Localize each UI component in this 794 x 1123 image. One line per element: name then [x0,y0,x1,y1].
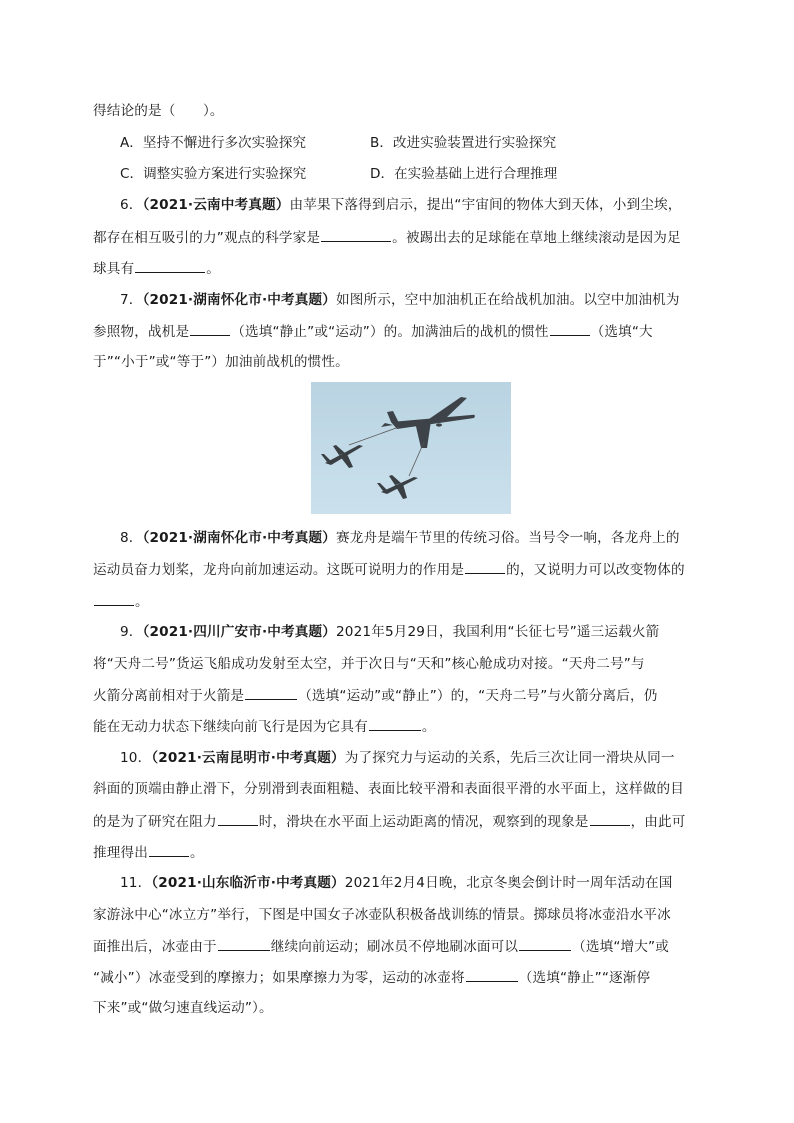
q9-line-3 [93,685,657,706]
fighter-jet [321,445,363,468]
q6-text: 球具有 [93,261,135,277]
q8-line-3 [93,591,149,612]
answer-blank[interactable] [369,716,421,731]
q7-text: 参照物，战机是 [93,324,190,340]
answer-blank[interactable] [590,811,630,826]
q9-text: 2021年5月29日，我国利用“长征七号”遥三运载火箭 [336,624,660,640]
q10-text: 推理得出 [93,845,148,861]
q10-text: ，由此可 [630,814,686,830]
q6-line-2 [93,227,681,248]
q7-text: （选填“静止”或“运动”）的。加满油后的战机的惯性 [231,324,549,340]
q9-line-1 [120,622,659,642]
q7-source: （2021·湖南怀化市·中考真题） [142,292,336,308]
answer-blank[interactable] [466,967,518,982]
q7-number: 7． [120,292,143,308]
fighter-jet [377,475,418,499]
q10-line-2: 斜面的顶端由静止滑下，分别滑到表面粗糙、表面比较平滑和表面很平滑的水平面上，这样做的目 [93,781,684,797]
q9-line-4 [93,716,436,737]
q7-text: 如图所示，空中加油机正在给战机加油。以空中加油机为 [336,292,680,308]
q10-line-1 [120,748,675,768]
q9-text: （选填“运动”或“静止”）的，“天舟二号”与火箭分离后，仍 [298,688,658,704]
q10-number: 10． [120,750,152,766]
q8-line-2 [93,559,685,580]
q9-text: 。 [421,719,436,735]
q5-option-c: C．调整实验方案进行实验探究 [120,166,307,182]
q11-text: 面推出后，冰壶由于 [93,939,217,955]
q11-number: 11． [120,875,152,891]
q10-source: （2021·云南昆明市·中考真题） [151,750,345,766]
q7-line-2 [93,321,653,342]
q11-text: （选填“静止”“逐渐停 [518,970,651,986]
q11-text: “减小”）冰壶受到的摩擦力；如果摩擦力为零，运动的冰壶将 [93,970,465,986]
q6-text: 由苹果下落得到启示，提出“宇宙间的物体大到天体，小到尘埃， [289,197,682,213]
aircraft-illustration [311,382,511,514]
q8-text: 运动员奋力划桨，龙舟向前加速运动。这既可说明力的作用是 [93,562,465,578]
q7-text: （选填“大 [590,324,653,340]
q10-line-3 [93,811,686,832]
aerial-refueling-photo [311,382,511,514]
answer-blank[interactable] [519,936,571,951]
answer-blank[interactable] [465,559,505,574]
answer-blank[interactable] [321,227,391,242]
q11-text: 继续向前运动；刷冰员不停地刷冰面可以 [270,939,519,955]
q11-line-4 [93,967,650,988]
refueling-hose [349,427,399,445]
q11-line-2: 家游泳中心“冰立方”举行，下图是中国女子冰壶队积极备战训练的情景。掷球员将冰壶沿水平冰 [93,907,671,923]
q9-text: 能在无动力状态下继续向前飞行是因为它具有 [93,719,368,735]
q6-text: 。 [206,261,220,277]
answer-blank[interactable] [550,321,590,336]
refueling-hose [409,442,424,476]
q9-source: （2021·四川广安市·中考真题） [142,624,336,640]
q10-text: 的是为了研究在阻力 [93,814,217,830]
q10-line-4 [93,842,204,863]
q8-line-1 [120,528,680,548]
q6-text: 。被踢出去的足球能在草地上继续滚动是因为足 [392,230,681,246]
q7-line-3: 于”“小于”或“等于”）加油前战机的惯性。 [93,354,349,370]
q8-text: 赛龙舟是端午节里的传统习俗。当号令一响，各龙舟上的 [336,530,680,546]
q5-option-d: D．在实验基础上进行合理推理 [370,166,558,182]
q11-source: （2021·山东临沂市·中考真题） [151,875,345,891]
q5-option-b: B．改进实验装置进行实验探究 [370,135,557,151]
answer-blank[interactable] [218,936,270,951]
q5-stem-tail: 得结论的是（ ）。 [93,103,224,119]
answer-blank[interactable] [94,591,134,606]
q9-text: 火箭分离前相对于火箭是 [93,688,245,704]
q6-source: （2021·云南中考真题） [142,197,290,213]
q8-source: （2021·湖南怀化市·中考真题） [142,530,336,546]
answer-blank[interactable] [135,258,205,273]
answer-blank[interactable] [245,685,297,700]
q6-number: 6． [120,197,143,213]
q10-text: 时，滑块在水平面上运动距离的情况，观察到的现象是 [258,814,589,830]
q6-line-1 [120,195,681,215]
q7-line-1 [120,290,680,310]
q9-line-2: 将“天舟二号”货运飞船成功发射至太空，并于次日与“天和”核心舱成功对接。“天舟二号”与 [93,656,645,672]
q11-line-5: 下来”或“做匀速直线运动”）。 [93,1000,273,1016]
q5-option-a: A．坚持不懈进行多次实验探究 [120,135,307,151]
answer-blank[interactable] [218,811,258,826]
answer-blank[interactable] [190,321,230,336]
q10-text: 为了探究力与运动的关系，先后三次让同一滑块从同一 [344,750,675,766]
q6-line-3 [93,258,220,279]
q11-line-1 [120,873,672,893]
q8-text: 的，又说明力可以改变物体的 [506,562,685,578]
q8-number: 8． [120,530,143,546]
q11-line-3 [93,936,669,957]
q9-number: 9． [120,624,143,640]
q10-text: 。 [189,845,204,861]
answer-blank[interactable] [149,842,189,857]
q8-text: 。 [135,594,149,610]
q6-text: 都存在相互吸引的力”观点的科学家是 [93,230,321,246]
q11-text: 2021年2月4日晚，北京冬奥会倒计时一周年活动在国 [344,875,673,891]
q11-text: （选填“增大”或 [572,939,669,955]
tanker-aircraft [381,397,475,448]
